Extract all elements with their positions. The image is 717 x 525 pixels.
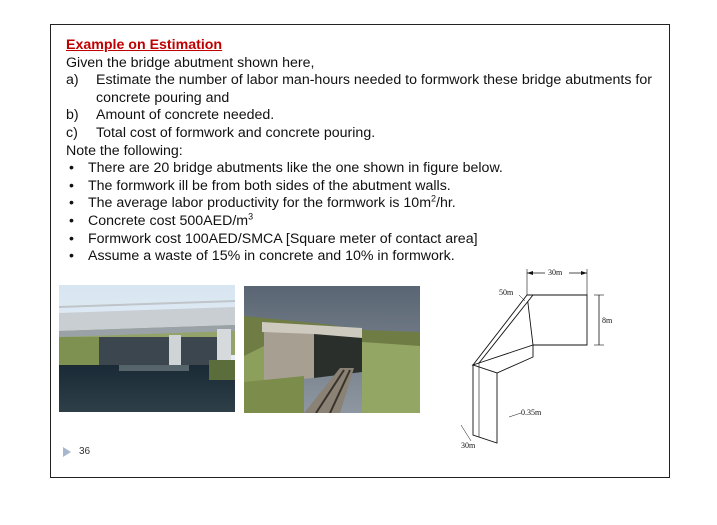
bridge-photo-railway [244, 286, 420, 413]
slide-title: Example on Estimation [66, 37, 223, 53]
dim-top-width: 30m [548, 268, 563, 277]
bridge-photo-water [59, 285, 235, 412]
note-bullet [66, 248, 661, 266]
note-bullet [66, 178, 661, 196]
play-triangle-icon [63, 447, 71, 457]
task-item-a [66, 72, 661, 107]
dim-thickness: 0.35m [521, 408, 542, 417]
bullet-dot: • [69, 212, 74, 229]
note-heading: Note the following: [66, 142, 183, 159]
intro-text: Given the bridge abutment shown here, [66, 54, 315, 71]
task-label: c) [66, 124, 78, 141]
slide [50, 24, 670, 478]
task-item-c [66, 125, 661, 143]
bullet-superscript: 3 [248, 211, 254, 222]
bullet-dot: • [69, 195, 74, 212]
bullet-text: The formwork ill be from both sides of the abutment walls. [88, 177, 451, 194]
bullet-text: Assume a waste of 15% in concrete and 10% in formwork. [88, 248, 455, 265]
page-number: 36 [79, 446, 91, 457]
bullet-dot: • [69, 160, 74, 177]
task-label: a) [66, 72, 79, 89]
task-text: Total cost of formwork and concrete pouring. [96, 124, 376, 141]
task-label: b) [66, 107, 79, 124]
task-item-b [66, 107, 661, 125]
bullet-text-suffix: /hr. [436, 195, 456, 212]
task-text: Amount of concrete needed. [96, 107, 275, 124]
bullet-dot: • [69, 248, 74, 265]
note-bullet [66, 231, 661, 249]
dim-bottom-length: 30m [461, 441, 476, 450]
bullet-dot: • [69, 230, 74, 247]
bullet-text: Formwork cost 100AED/SMCA [Square meter of contact area] [88, 230, 478, 247]
bullet-text: Concrete cost 500AED/m [88, 212, 249, 229]
slide-content [66, 37, 661, 266]
bullet-dot: • [69, 177, 74, 194]
note-bullet [66, 160, 661, 178]
bullet-text: There are 20 bridge abutments like the one shown in figure below. [88, 160, 503, 177]
bullet-superscript: 2 [431, 193, 437, 204]
dim-height: 8m [602, 316, 613, 325]
note-bullet [66, 213, 661, 231]
abutment-diagram [459, 265, 619, 450]
task-text: Estimate the number of labor man-hours needed to formwork these bridge abutments for concrete pouring and [96, 72, 652, 106]
slide-footer [63, 446, 90, 457]
dim-diagonal-length: 50m [499, 288, 514, 297]
note-bullet [66, 195, 661, 213]
bullet-text: The average labor productivity for the formwork is 10m [88, 195, 432, 212]
